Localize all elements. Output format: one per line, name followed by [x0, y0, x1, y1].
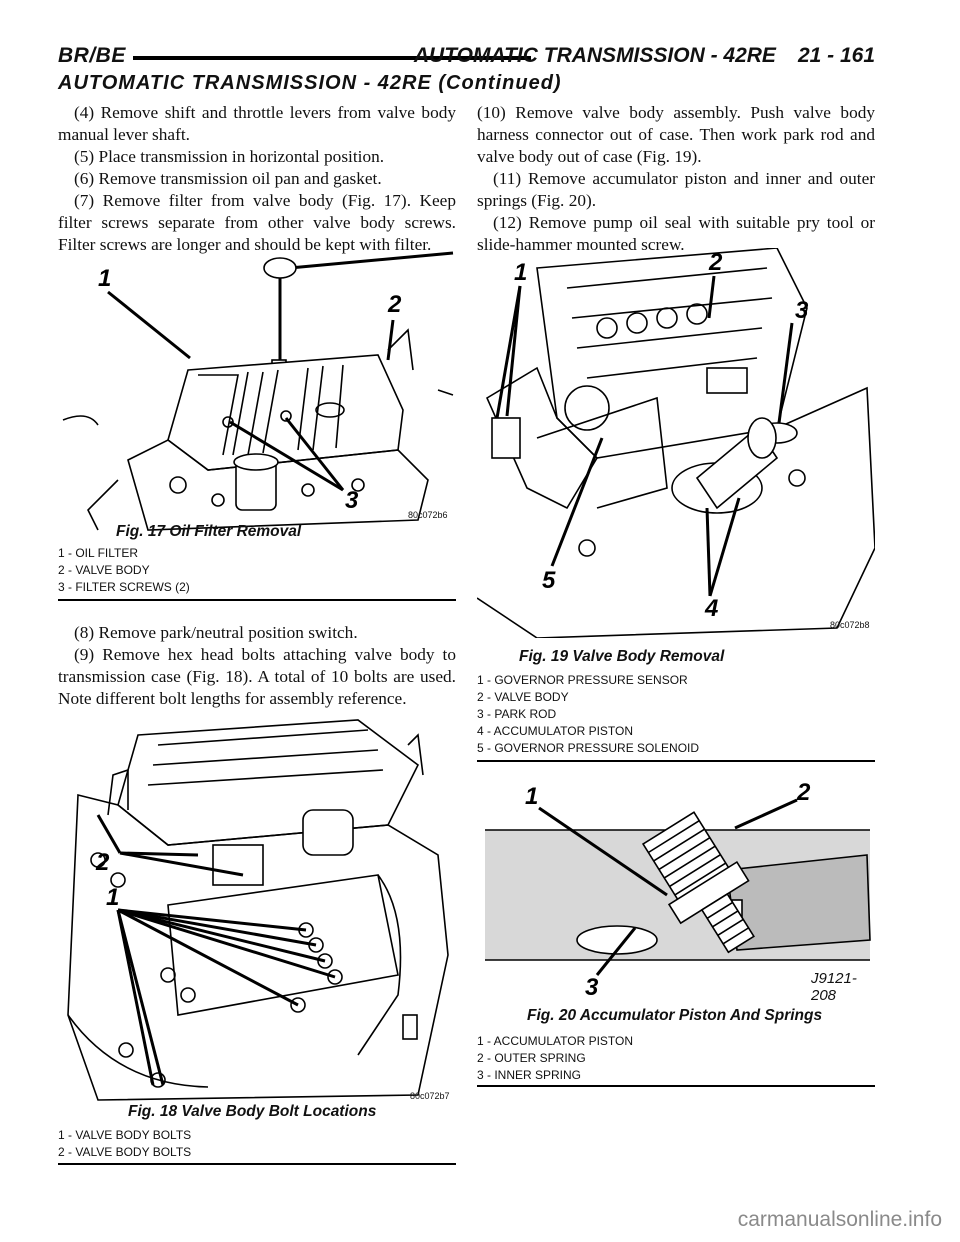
step-11: (11) Remove accumulator piston and inner and outer springs (Fig. 20).	[477, 169, 875, 210]
fig19-illustration	[477, 248, 875, 638]
fig18-legend-item: 2 - VALVE BODY BOLTS	[58, 1145, 192, 1159]
section-subtitle: AUTOMATIC TRANSMISSION - 42RE (Continued)	[58, 72, 562, 94]
fig19-callout-3: 3	[795, 297, 809, 324]
fig17-callout-3: 3	[345, 487, 359, 514]
right-column-text	[477, 102, 875, 256]
fig19-caption: Fig. 19 Valve Body Removal	[519, 648, 725, 665]
fig20-illustration	[477, 770, 875, 1000]
fig17-caption: Fig. 17 Oil Filter Removal	[116, 523, 302, 540]
step-6: (6) Remove transmission oil pan and gasket.	[74, 169, 382, 188]
header-right	[414, 44, 875, 68]
fig19-legend-item: 5 - GOVERNOR PRESSURE SOLENOID	[477, 741, 700, 755]
header-model: BR/BE	[58, 44, 126, 67]
fig19-legend-item: 4 - ACCUMULATOR PISTON	[477, 724, 634, 738]
fig19-legend-item: 2 - VALVE BODY	[477, 690, 569, 704]
fig18-illustration	[58, 715, 456, 1105]
fig19-legend	[477, 672, 699, 757]
fig20-legend	[477, 1033, 633, 1084]
fig17-legend-item: 1 - OIL FILTER	[58, 546, 139, 560]
fig20-callout-2: 2	[797, 779, 811, 806]
fig19-code: 80c072b8	[830, 620, 870, 630]
figure-20	[477, 770, 875, 1030]
header-title: AUTOMATIC TRANSMISSION - 42RE	[413, 44, 776, 67]
watermark: carmanualsonline.info	[737, 1208, 942, 1231]
fig19-rule	[477, 760, 875, 762]
fig20-legend-item: 2 - OUTER SPRING	[477, 1051, 586, 1065]
fig18-code: 80c072b7	[410, 1091, 450, 1101]
left-column-text-top	[58, 102, 456, 256]
fig20-callout-1: 1	[525, 783, 539, 810]
fig17-legend	[58, 545, 190, 596]
fig17-legend-item: 3 - FILTER SCREWS (2)	[58, 580, 190, 594]
step-4: (4) Remove shift and throttle levers from valve body manual lever shaft.	[58, 103, 456, 144]
fig20-legend-item: 1 - ACCUMULATOR PISTON	[477, 1034, 634, 1048]
step-5: (5) Place transmission in horizontal position.	[74, 147, 385, 166]
fig18-callout-1: 1	[106, 884, 120, 911]
figure-17	[58, 250, 456, 550]
fig17-legend-item: 2 - VALVE BODY	[58, 563, 150, 577]
fig20-caption: Fig. 20 Accumulator Piston And Springs	[527, 1007, 823, 1024]
fig17-rule	[58, 599, 456, 601]
fig17-illustration	[58, 250, 456, 540]
fig20-rule	[477, 1085, 875, 1087]
fig19-callout-4: 4	[705, 595, 719, 622]
fig18-legend-item: 1 - VALVE BODY BOLTS	[58, 1128, 192, 1142]
fig20-code: J9121-208	[811, 970, 857, 1004]
fig19-legend-item: 3 - PARK ROD	[477, 707, 557, 721]
fig18-legend	[58, 1127, 191, 1161]
fig17-callout-1: 1	[98, 265, 112, 292]
fig19-legend-item: 1 - GOVERNOR PRESSURE SENSOR	[477, 673, 688, 687]
fig18-caption: Fig. 18 Valve Body Bolt Locations	[128, 1103, 377, 1120]
figure-19	[477, 248, 875, 668]
left-column-text-bottom	[58, 622, 456, 710]
fig17-code: 80c072b6	[408, 510, 448, 520]
fig18-rule	[58, 1163, 456, 1165]
fig19-callout-2: 2	[709, 249, 723, 276]
fig20-callout-3: 3	[585, 974, 599, 1000]
page-header	[58, 44, 875, 72]
fig20-legend-item: 3 - INNER SPRING	[477, 1068, 582, 1082]
step-8: (8) Remove park/neutral position switch.	[74, 623, 358, 642]
step-12: (12) Remove pump oil seal with suitable pry tool or slide-hammer mounted screw.	[477, 213, 875, 254]
step-9: (9) Remove hex head bolts attaching valve body to transmission case (Fig. 18). A total of 10 bolts are used. Note different bolt lengths for assembly reference.	[58, 645, 456, 708]
header-page-number: 21 - 161	[797, 44, 875, 67]
step-7: (7) Remove filter from valve body (Fig. 17). Keep filter screws separate from other valve body screws. Filter screws are longer and should be kept with filter.	[58, 191, 456, 254]
figure-18	[58, 715, 456, 1125]
fig18-callout-2: 2	[96, 849, 110, 876]
fig19-callout-5: 5	[542, 567, 556, 594]
fig19-callout-1: 1	[514, 259, 528, 286]
step-10: (10) Remove valve body assembly. Push valve body harness connector out of case. Then work park rod and valve body out of case (Fig. 19).	[477, 103, 875, 166]
fig17-callout-2: 2	[388, 291, 402, 318]
